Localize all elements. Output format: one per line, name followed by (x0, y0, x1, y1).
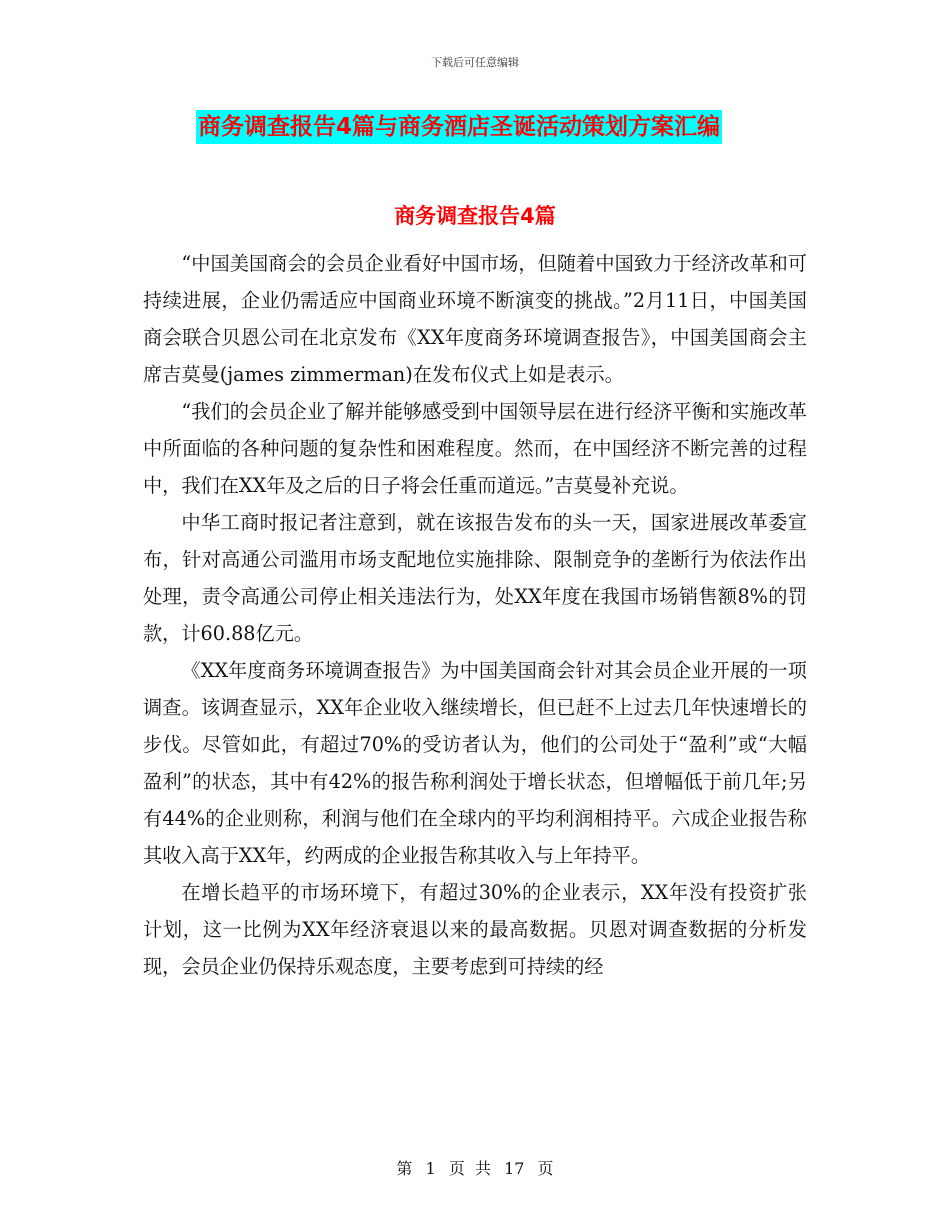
paragraph: 《XX年度商务环境调查报告》为中国美国商会针对其会员企业开展的一项调查。该调查显示，XX年企业收入继续增长，但已赶不上过去几年快速增长的步伐。尽管如此，有超过70%的受访者认为，他们的公司处于“盈利”或“大幅盈利”的状态，其中有42%的报告称利润处于增长状态，但增幅低于前几年;另有44%的企业则称，利润与他们在全球内的平均利润相持平。六成企业报告称其收入高于XX年，约两成的企业报告称其收入与上年持平。 (143, 659, 807, 867)
footer-middle: 页 共 (448, 1159, 491, 1178)
page-footer (0, 1156, 950, 1179)
paragraph: “我们的会员企业了解并能够感受到中国领导层在进行经济平衡和实施改革中所面临的各种问题的复杂性和困难程度。然而，在中国经济不断完善的过程中，我们在XX年及之后的日子将会任重而道远。”吉莫曼补充说。 (143, 400, 807, 497)
section-title: 商务调查报告4篇 (394, 204, 556, 228)
footer-suffix: 页 (537, 1159, 554, 1178)
footer-prefix: 第 (396, 1159, 413, 1178)
paragraph: 在增长趋平的市场环境下，有超过30%的企业表示，XX年没有投资扩张计划，这一比例为XX年经济衰退以来的最高数据。贝恩对调查数据的分析发现，会员企业仍保持乐观态度，主要考虑到可持续的经 (143, 881, 807, 978)
body-text (143, 245, 807, 985)
current-page-number: 1 (425, 1159, 436, 1178)
paragraph: “中国美国商会的会员企业看好中国市场，但随着中国致力于经济改革和可持续进展，企业仍需适应中国商业环境不断演变的挑战。”2月11日，中国美国商会联合贝恩公司在北京发布《XX年度商务环境调查报告》，中国美国商会主席吉莫曼(james zimmerman)在发布仪式上如是表示。 (143, 252, 807, 386)
total-pages-number: 17 (504, 1159, 525, 1178)
header-note: 下载后可任意编辑 (431, 56, 519, 69)
document-title: 商务调查报告4篇与商务酒店圣诞活动策划方案汇编 (196, 110, 722, 144)
paragraph: 中华工商时报记者注意到，就在该报告发布的头一天，国家进展改革委宣布，针对高通公司滥用市场支配地位实施排除、限制竞争的垄断行为依法作出处理，责令高通公司停止相关违法行为，处XX年度在我国市场销售额8%的罚款，计60.88亿元。 (143, 511, 807, 645)
